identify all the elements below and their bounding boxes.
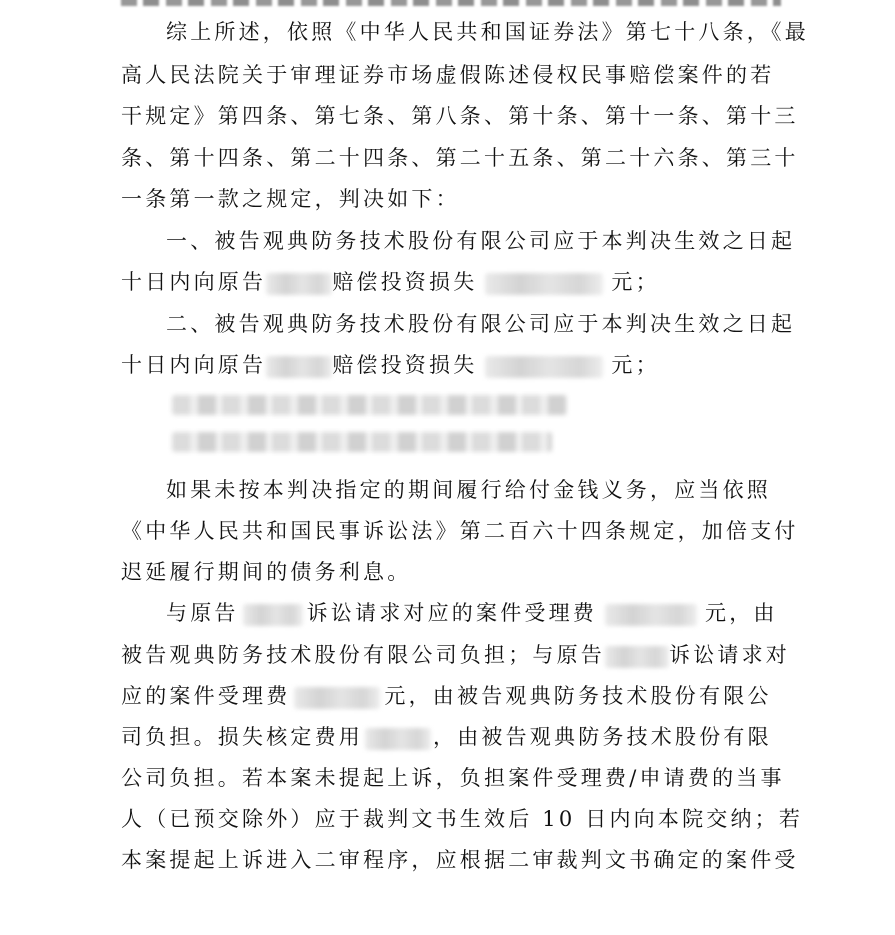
redacted-amount xyxy=(485,356,603,378)
judgment-item-1-line: 一、被告观典防务技术股份有限公司应于本判决生效之日起 xyxy=(166,229,796,253)
fees-line: 被告观典防务技术股份有限公司负担；与原告 诉讼请求对 xyxy=(121,643,790,667)
paragraph-line: 条、第十四条、第二十四条、第二十五条、第二十六条、第三十 xyxy=(121,146,799,170)
judgment-item-1-line2: 十日内向原告 赔偿投资损失 元； xyxy=(121,270,660,294)
redacted-top-line xyxy=(121,0,781,6)
fees-line: 人（已预交除外）应于裁判文书生效后 10 日内向本院交纳；若 xyxy=(121,807,804,831)
judgment-item-2-line: 二、被告观典防务技术股份有限公司应于本判决生效之日起 xyxy=(166,312,796,336)
interest-line: 如果未按本判决指定的期间履行给付金钱义务，应当依照 xyxy=(166,478,771,502)
redacted-amount xyxy=(485,273,603,295)
paragraph-line: 一条第一款之规定，判决如下： xyxy=(121,187,460,211)
redacted-amount xyxy=(605,604,697,626)
redacted-plaintiff xyxy=(266,356,332,378)
redacted-amount xyxy=(294,687,380,709)
fees-line: 与原告 诉讼请求对应的案件受理费 元，由 xyxy=(166,601,778,625)
paragraph-line: 高人民法院关于审理证券市场虚假陈述侵权民事赔偿案件的若 xyxy=(121,63,775,87)
paragraph-line: 干规定》第四条、第七条、第八条、第十条、第十一条、第十三 xyxy=(121,104,799,128)
fees-line: 应的案件受理费 元，由被告观典防务技术股份有限公 xyxy=(121,684,772,708)
interest-line: 《中华人民共和国民事诉讼法》第二百六十四条规定，加倍支付 xyxy=(121,519,799,543)
redacted-amount xyxy=(365,728,431,750)
paragraph-line: 综上所述，依照《中华人民共和国证券法》第七十八条，《最 xyxy=(166,20,809,44)
redacted-plaintiff xyxy=(605,646,669,668)
redacted-plaintiff xyxy=(243,604,303,626)
fees-line: 本案提起上诉进入二审程序，应根据二审裁判文书确定的案件受 xyxy=(121,848,799,872)
redacted-item-3-line2 xyxy=(172,432,552,452)
judgment-item-2-line2: 十日内向原告 赔偿投资损失 元； xyxy=(121,353,660,377)
redacted-item-3-line1 xyxy=(172,395,567,415)
redacted-plaintiff xyxy=(266,273,332,295)
interest-line: 迟延履行期间的债务利息。 xyxy=(121,560,412,584)
fees-line: 公司负担。若本案未提起上诉，负担案件受理费/申请费的当事 xyxy=(121,766,785,790)
fees-line: 司负担。损失核定费用 ，由被告观典防务技术股份有限 xyxy=(121,725,772,749)
